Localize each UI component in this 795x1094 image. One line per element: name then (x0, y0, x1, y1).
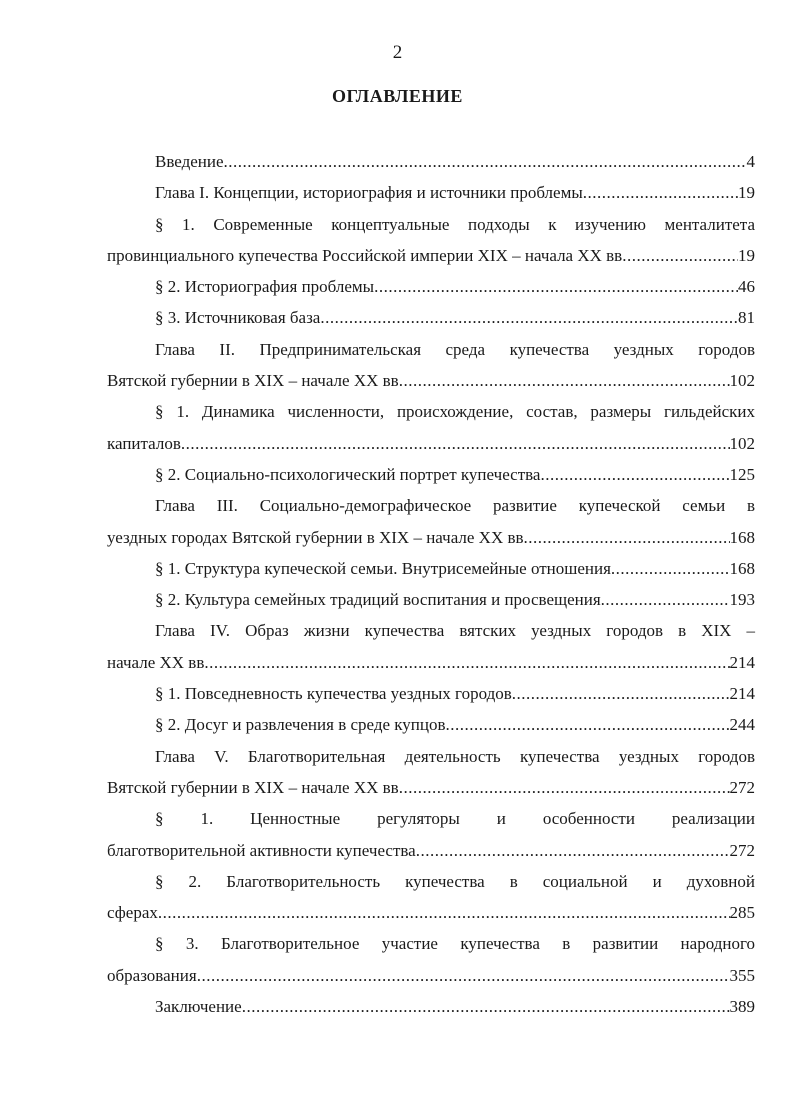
toc-entry-line (107, 584, 755, 615)
toc-entry-text: Введение (155, 152, 224, 171)
toc-entry-text: § 1. Повседневность купечества уездных городов (155, 684, 512, 704)
toc-entry-line (107, 960, 755, 991)
toc-entry-line (107, 146, 755, 177)
toc-entry-line (107, 709, 755, 740)
toc-entry-line (107, 522, 755, 553)
dot-leader (204, 647, 729, 678)
toc-entry (107, 271, 755, 302)
toc-entry-text: § 1. Динамика численности, происхождение, состав, размеры гильдейских (155, 402, 755, 422)
toc-page-number: 355 (729, 965, 755, 985)
toc-entry-line (107, 897, 755, 928)
toc-entry-text: § 1. Ценностные регуляторы и особенности реализации (155, 809, 755, 829)
toc-entry-text: капиталов (107, 433, 181, 453)
toc-entry-line (107, 302, 755, 333)
toc-entry-line (107, 396, 755, 427)
toc-entry-line (107, 866, 755, 897)
toc-entry (107, 146, 755, 177)
page-number: 2 (392, 42, 403, 63)
toc-entry-text: провинциального купечества Российской империи XIX – начала XX вв (107, 245, 623, 265)
toc-entry-line (107, 615, 755, 646)
toc-entry-line (107, 991, 755, 1022)
toc-page-number: 285 (729, 903, 755, 923)
toc-entry-text: уездных городах Вятской губернии в XIX – начале XX вв (107, 527, 524, 547)
toc-page-number: 102 (729, 371, 755, 391)
dot-leader (320, 302, 738, 333)
toc-entry-text: сферах (107, 903, 158, 923)
toc-page-number: 272 (729, 840, 755, 860)
toc-entry (107, 678, 755, 709)
dot-leader (416, 835, 730, 866)
toc-entry-text: § 3. Источниковая база (155, 308, 321, 328)
table-of-contents (107, 146, 755, 1022)
toc-page-number: 389 (729, 997, 755, 1017)
dot-leader (242, 991, 730, 1022)
toc-entry-line (107, 647, 755, 678)
toc-entry-text: Глава I. Концепции, историография и источники проблемы (155, 183, 583, 203)
toc-page-number: 19 (738, 245, 755, 265)
toc-entry-line (107, 741, 755, 772)
toc-entry (107, 553, 755, 584)
toc-entry-text: Вятской губернии в XIX – начале XX вв (107, 777, 399, 797)
toc-entry-text: благотворительной активности купечества (107, 840, 416, 860)
dot-leader (611, 553, 730, 584)
toc-page-number: 102 (729, 433, 755, 453)
toc-entry-text: § 1. Структура купеческой семьи. Внутрисемейные отношения (155, 558, 611, 578)
dot-leader (399, 365, 730, 396)
toc-entry-text: начале XX вв (107, 652, 205, 672)
dot-leader (540, 459, 729, 490)
toc-entry-text: Заключение (155, 997, 242, 1017)
toc-entry (107, 177, 755, 208)
toc-entry (107, 302, 755, 333)
toc-entry-text: § 2. Культура семейных традиций воспитания и просвещения (155, 590, 601, 610)
toc-entry-text: § 2. Благотворительность купечества в социальной и духовной (155, 871, 755, 891)
dot-leader (583, 177, 738, 208)
toc-entry (107, 709, 755, 740)
dot-leader (181, 428, 730, 459)
dot-leader (446, 709, 730, 740)
toc-entry-text: Вятской губернии в XIX – начале XX вв (107, 371, 399, 391)
toc-entry-line (107, 334, 755, 365)
toc-page-number: 46 (738, 277, 755, 297)
toc-entry-text: § 2. Социально-психологический портрет купечества (155, 464, 541, 484)
toc-page-number: 125 (729, 464, 755, 484)
dot-leader (374, 271, 738, 302)
toc-entry-line (107, 678, 755, 709)
toc-entry (107, 615, 755, 678)
toc-entry-text: Глава III. Социально-демографическое развитие купеческой семьи в (155, 496, 755, 516)
dot-leader (399, 772, 730, 803)
toc-entry-text: образования (107, 965, 197, 985)
toc-entry-line (107, 428, 755, 459)
dot-leader (622, 240, 738, 271)
toc-page-number: 19 (738, 183, 755, 203)
toc-entry-text: § 1. Современные концептуальные подходы к изучению менталитета (155, 214, 755, 234)
toc-entry (107, 334, 755, 397)
toc-page-number: 272 (729, 777, 755, 797)
toc-entry-line (107, 271, 755, 302)
page-title: ОГЛАВЛЕНИЕ (332, 86, 463, 106)
toc-page-number: 214 (729, 684, 755, 704)
toc-entry (107, 991, 755, 1022)
dot-leader (224, 146, 747, 177)
toc-entry-line (107, 459, 755, 490)
dot-leader (601, 584, 730, 615)
dot-leader (197, 960, 730, 991)
toc-entry (107, 459, 755, 490)
toc-entry (107, 584, 755, 615)
toc-entry-line (107, 209, 755, 240)
toc-entry (107, 209, 755, 272)
toc-entry-line (107, 553, 755, 584)
toc-entry-line (107, 928, 755, 959)
toc-entry-line (107, 772, 755, 803)
dot-leader (524, 522, 730, 553)
toc-entry (107, 928, 755, 991)
toc-entry (107, 396, 755, 459)
toc-entry-line (107, 835, 755, 866)
toc-entry-text: Глава V. Благотворительная деятельность купечества уездных городов (155, 746, 755, 766)
toc-entry-text: Глава IV. Образ жизни купечества вятских уездных городов в XIX – (155, 621, 755, 641)
toc-page-number: 214 (729, 652, 755, 672)
toc-entry-line (107, 240, 755, 271)
toc-page-number: 81 (738, 308, 755, 328)
toc-page-number: 168 (729, 527, 755, 547)
toc-page-number: 193 (729, 590, 755, 610)
toc-entry-line (107, 490, 755, 521)
toc-entry-line (107, 803, 755, 834)
toc-page-number: 4 (746, 152, 755, 171)
toc-entry (107, 490, 755, 553)
toc-entry-line (107, 365, 755, 396)
toc-entry (107, 866, 755, 929)
toc-entry-text: § 2. Досуг и развлечения в среде купцов (155, 715, 446, 735)
toc-entry-text: Глава II. Предпринимательская среда купечества уездных городов (155, 339, 755, 359)
dot-leader (512, 678, 730, 709)
toc-entry (107, 803, 755, 866)
toc-page-number: 244 (729, 715, 755, 735)
toc-entry-text: § 2. Историография проблемы (155, 277, 375, 297)
dot-leader (158, 897, 730, 928)
toc-page-number: 168 (729, 558, 755, 578)
toc-entry-text: § 3. Благотворительное участие купечества в развитии народного (155, 934, 755, 954)
toc-entry (107, 741, 755, 804)
toc-entry-line (107, 177, 755, 208)
